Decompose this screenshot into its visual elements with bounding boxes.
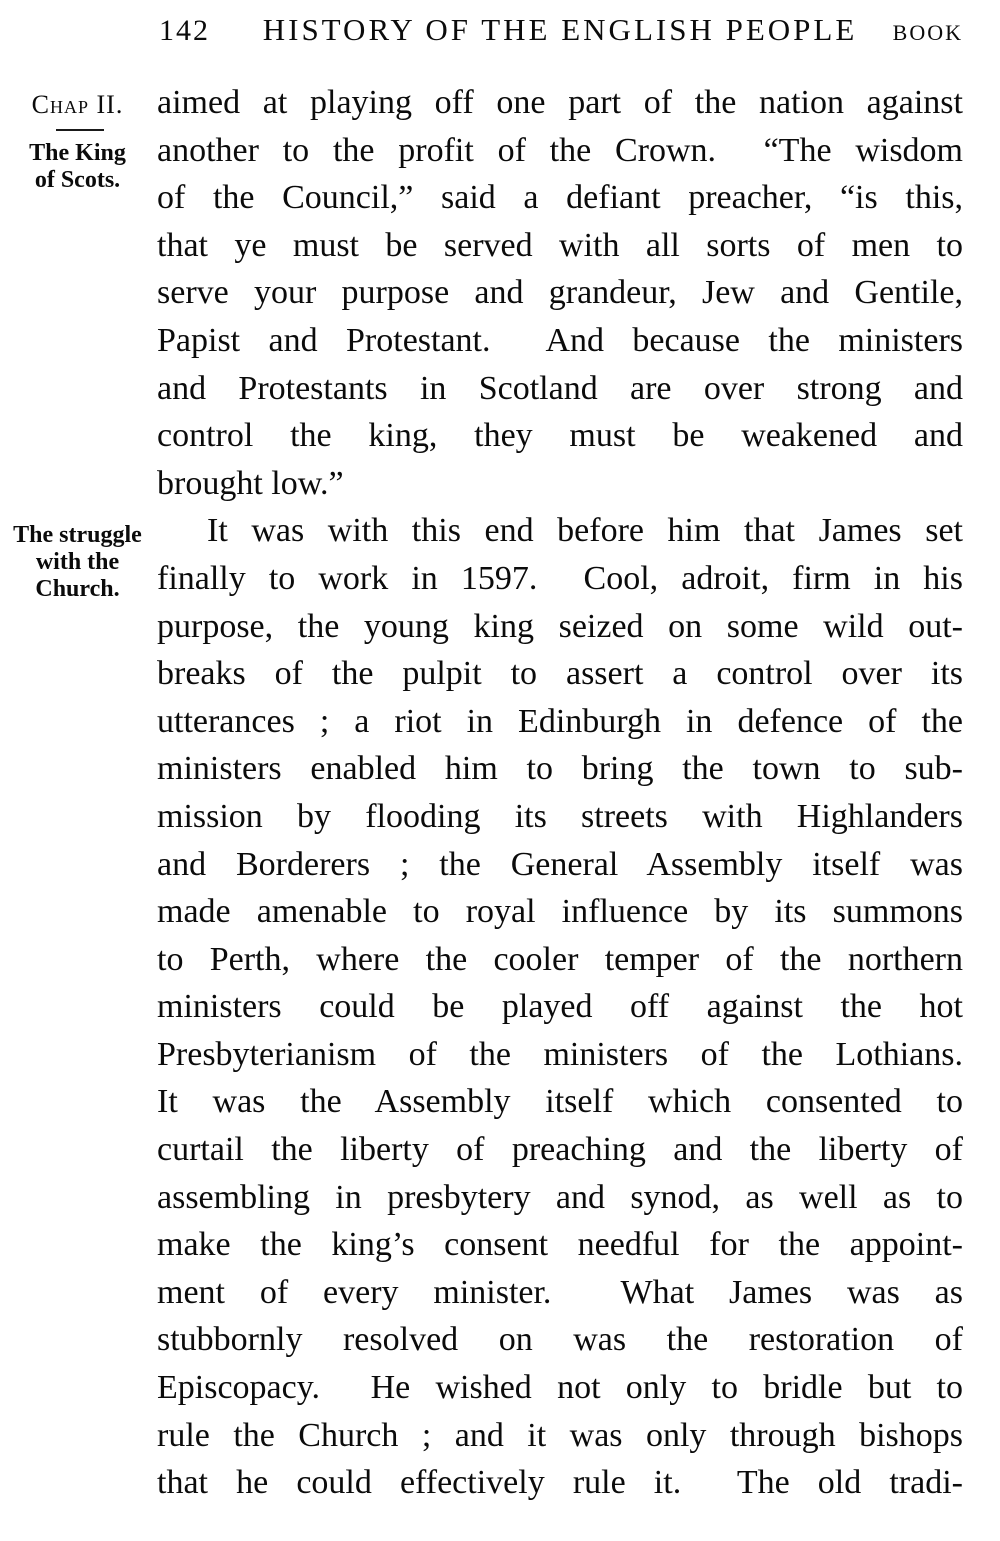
body-line: and Borderers ; the General Assembly itself was: [157, 845, 963, 883]
body-text: [157, 79, 963, 1507]
body-line: utterances ; a riot in Edinburgh in defence of the: [157, 702, 963, 740]
body-line: assembling in presbytery and synod, as well as to: [157, 1178, 963, 1216]
margin-note-line: of Scots.: [34, 167, 121, 193]
body-line: control the king, they must be weakened and: [157, 417, 963, 455]
body-line: aimed at playing off one part of the nation against: [157, 84, 963, 121]
paragraph: [157, 79, 963, 507]
body-line: serve your purpose and grandeur, Jew and Gentile,: [157, 274, 963, 312]
body-line: made amenable to royal influence by its summons: [157, 893, 963, 931]
body-line: that ye must be served with all sorts of men to: [157, 226, 963, 264]
body-line: finally to work in 1597. Cool, adroit, firm in his: [157, 559, 963, 597]
body-line: breaks of the pulpit to assert a control over its: [157, 655, 963, 693]
paragraph: [157, 507, 963, 1506]
body-line: It was with this end before him that James set: [207, 512, 963, 550]
body-line: that he could effectively rule it. The old tradi-: [157, 1464, 963, 1502]
margin-note-line: Church.: [35, 576, 120, 602]
page-number: 142: [159, 14, 210, 47]
margin-note-line: with the: [35, 549, 120, 575]
body-line: purpose, the young king seized on some wild out-: [157, 607, 963, 645]
body-line: curtail the liberty of preaching and the liberty of: [157, 1131, 963, 1169]
body-line: another to the profit of the Crown. “The wisdom: [157, 131, 963, 169]
book-label: BOOK: [892, 20, 963, 45]
body-line: ministers could be played off against the hot: [157, 988, 963, 1026]
body-line: brought low.”: [157, 464, 344, 502]
margin-note-king-of-scots: [0, 140, 155, 194]
body-line: It was the Assembly itself which consented to: [157, 1083, 963, 1121]
body-line: ment of every minister. What James was as: [157, 1273, 963, 1311]
margin-note-line: The struggle: [13, 522, 142, 548]
body-line: stubbornly resolved on was the restoration of: [157, 1321, 963, 1359]
body-line: ministers enabled him to bring the town to sub-: [157, 750, 963, 788]
chapter-rule-divider: [56, 129, 104, 131]
body-line: Presbyterianism of the ministers of the Lothians.: [157, 1035, 963, 1073]
body-line: and Protestants in Scotland are over strong and: [157, 369, 963, 407]
margin-note-struggle-with-church: [0, 522, 155, 603]
body-line: mission by flooding its streets with Highlanders: [157, 797, 963, 835]
body-line: to Perth, where the cooler temper of the northern: [157, 940, 963, 978]
body-line: of the Council,” said a defiant preacher, “is this,: [157, 179, 963, 217]
page-title: HISTORY OF THE ENGLISH PEOPLE: [262, 12, 858, 47]
body-line: make the king’s consent needful for the appoint-: [157, 1226, 963, 1264]
running-header: [157, 12, 963, 52]
body-line: Episcopacy. He wished not only to bridle but to: [157, 1369, 963, 1407]
margin-note-line: The King: [29, 140, 126, 166]
chapter-note: Chap II.: [31, 90, 124, 119]
body-line: Papist and Protestant. And because the ministers: [157, 321, 963, 359]
body-line: rule the Church ; and it was only through bishops: [157, 1416, 963, 1454]
